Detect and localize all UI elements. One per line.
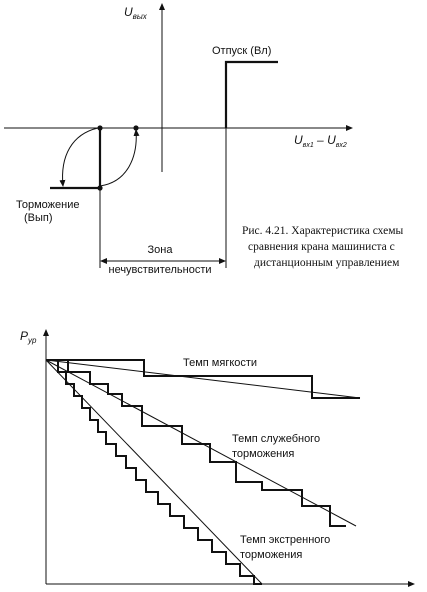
fig1-threshold-point-left [97, 125, 102, 130]
service-rate-label-line2: торможения [232, 448, 295, 460]
fig1-threshold-point-right [133, 125, 138, 130]
emergency-rate-label-line2: торможения [240, 549, 303, 561]
service-rate-label-line1: Темп служебного [232, 433, 321, 445]
release-step-line [226, 62, 278, 128]
dead-zone-label-line2: нечувствительности [108, 264, 212, 276]
fig1-switch-curve-right [100, 130, 136, 186]
pressure-rate-diagram [20, 329, 414, 584]
fig1-switch-curve-left [63, 128, 98, 186]
emergency-rate-label-line1: Темп экстренного [240, 534, 331, 546]
fig1-x-label: $U_{вх1} - U_{вх2}$ [294, 133, 347, 149]
fig2-y-label: $P_{ур}$ [20, 329, 37, 345]
braking-step-line [50, 128, 100, 188]
fig1-y-label: $U_{вых}$ [124, 5, 147, 21]
braking-label-line1: Торможение [16, 199, 80, 211]
release-label: Отпуск (Вл) [212, 45, 272, 57]
emergency-rate-line [46, 360, 262, 584]
braking-label-line2: (Вып) [24, 212, 53, 224]
soft-rate-label: Темп мягкости [183, 357, 258, 369]
figure-caption-line2: сравнения крана машиниста с [248, 241, 395, 253]
dead-zone-label-line1: Зона [147, 244, 173, 256]
figure-caption-line3: дистанционным управлением [254, 257, 400, 269]
hysteresis-characteristic [4, 4, 403, 276]
figure-caption-line1: Рис. 4.21. Характеристика схемы [242, 225, 404, 237]
